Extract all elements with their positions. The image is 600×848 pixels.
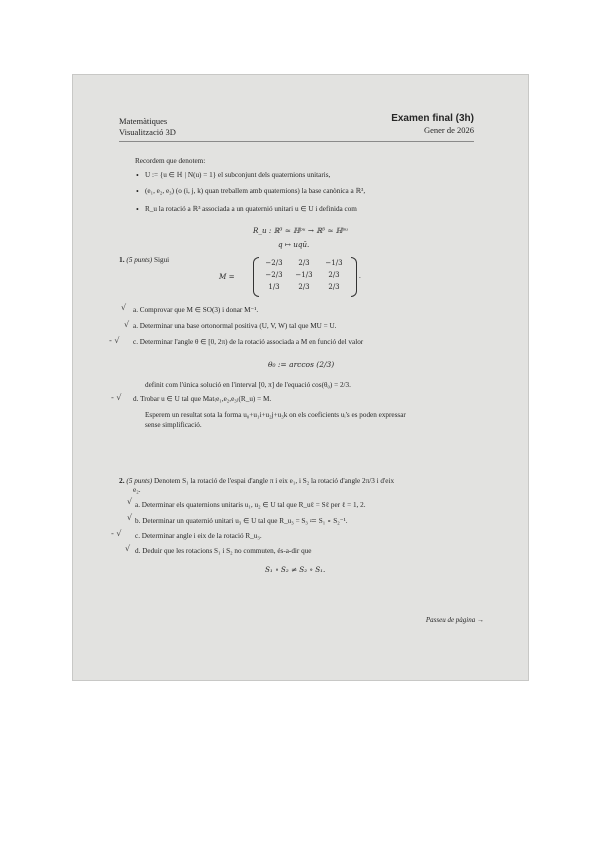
problem1-item-c [133, 338, 363, 347]
matrix-right-paren [351, 257, 357, 297]
item-text: Determinar una base ortonormal positiva (U, V, W) tal que MU = U. [139, 322, 337, 330]
problem1-item-a [133, 306, 258, 315]
item-text: Deduir que les rotacions S₁ i S₂ no commuten, és-a-dir que [142, 547, 312, 555]
check-mark: √ [125, 544, 131, 553]
problem1-points: (5 punts) [126, 256, 153, 264]
problem1-heading [119, 255, 169, 265]
problem1-item-b [133, 322, 336, 331]
check-mark: - √ [111, 393, 122, 402]
exam-date: Gener de 2026 [423, 125, 474, 135]
matrix-label: M = [219, 272, 235, 281]
matrix-cell: 2/3 [328, 283, 340, 291]
course: Visualització 3D [119, 127, 176, 137]
item-text: Determinar els quaternions unitaris u₁, u₂ ∈ U tal que R_uℓ = Sℓ per ℓ = 1, 2. [141, 501, 366, 509]
intro-bullet-1: • U := {u ∈ ℍ | N(u) = 1} el subconjunt dels quaternions unitaris, [145, 171, 330, 180]
intro-lead: Recordem que denotem: [135, 157, 206, 165]
matrix-cell: 2/3 [328, 271, 340, 279]
item-text: Determinar angle i eix de la rotació R_u₃. [141, 532, 262, 540]
item-label: d. [135, 547, 141, 555]
exam-title: Examen final (3h) [391, 113, 474, 124]
rotation-formula-line1: R_u : ℝ³ ≃ ℍᵖᵘ → ℝ³ ≃ ℍᵖᵘ [253, 226, 349, 235]
exam-sheet [73, 75, 528, 680]
header-right [391, 113, 474, 135]
item-label: a. [133, 322, 138, 330]
problem1-lead: Sigui [153, 256, 170, 264]
matrix-row [259, 259, 349, 267]
check-mark: - √ [109, 336, 120, 345]
problem1-item-d [133, 395, 271, 404]
item-text: Determinar l'angle θ ∈ [0, 2π) de la rotació associada a M en funció del valor [139, 338, 364, 346]
matrix-cell: 2/3 [298, 259, 310, 267]
d-note-2: sense simplificació. [145, 421, 202, 429]
item-label: c. [135, 532, 140, 540]
final-formula: S₁ ∘ S₂ ≠ S₂ ∘ S₁. [265, 565, 326, 574]
matrix-cell: −1/3 [295, 271, 313, 279]
matrix-row [259, 271, 349, 279]
item-label: b. [135, 517, 141, 525]
problem2-item-b [135, 517, 348, 526]
problem2-points: (5 punts) [126, 477, 153, 485]
matrix-cell: −1/3 [325, 259, 343, 267]
matrix-cell: 2/3 [298, 283, 310, 291]
item-label: a. [135, 501, 140, 509]
check-mark: - √ [111, 529, 122, 538]
rotation-formula-line2: q ↦ uqū. [278, 240, 310, 249]
theta-formula: θ₀ := arccos (2/3) [268, 360, 335, 369]
subject: Matemàtiques [119, 116, 168, 126]
problem2-item-a [135, 501, 366, 510]
matrix-cell: −2/3 [265, 271, 283, 279]
check-mark: √ [127, 513, 133, 522]
problem2-lead: Denotem S₁ la rotació de l'espai d'angle π i eix e₁, i S₂ la rotació d'angle 2π/3 i d'eix [153, 477, 395, 485]
problem2-number: 2. [119, 476, 125, 485]
item-label: c. [133, 338, 138, 346]
problem2-item-c [135, 532, 262, 541]
check-mark: √ [124, 320, 130, 329]
theta-note: definit com l'única solució en l'interval [0, π] de l'equació cos(θ₀) = 2/3. [145, 381, 351, 389]
header-left [119, 116, 176, 138]
matrix-end: . [359, 272, 361, 280]
intro-bullet-3: • R_u la rotació a ℝ³ associada a un quaternió unitari u ∈ U i definida com [145, 205, 357, 214]
d-note-1: Esperem un resultat sota la forma u₀+u₁i+u₂j+u₃k on els coeficients uᵢ's es poden expressar [145, 411, 406, 419]
check-mark: √ [127, 497, 133, 506]
item-text: Comprovar que M ∈ SO(3) i donar M⁻¹. [139, 306, 259, 314]
problem2-heading [119, 476, 394, 486]
matrix-cell: 1/3 [268, 283, 280, 291]
intro-bullet-2: • (e₁, e₂, e₃) (o (i, j, k) quan treballem amb quaternions) la base canònica a ℝ³, [145, 187, 365, 196]
problem1-number: 1. [119, 255, 125, 264]
check-mark: √ [121, 303, 127, 312]
matrix-row [259, 283, 349, 291]
problem2-lead2: e₂. [133, 486, 141, 494]
item-text: Determinar un quaternió unitari u₃ ∈ U tal que R_u₃ = S₃ ≔ S₁ ∘ S₂⁻¹. [142, 517, 348, 525]
header-divider [119, 141, 474, 142]
matrix-cell: −2/3 [265, 259, 283, 267]
item-label: d. [133, 395, 139, 403]
problem2-item-d [135, 547, 311, 556]
matrix-M [219, 257, 385, 297]
next-page-note: Passeu de pàgina → [425, 616, 484, 624]
item-label: a. [133, 306, 138, 314]
item-text: Trobar u ∈ U tal que Mat₍e₁,e₂,e₃₎(R_u) = M. [140, 395, 272, 403]
